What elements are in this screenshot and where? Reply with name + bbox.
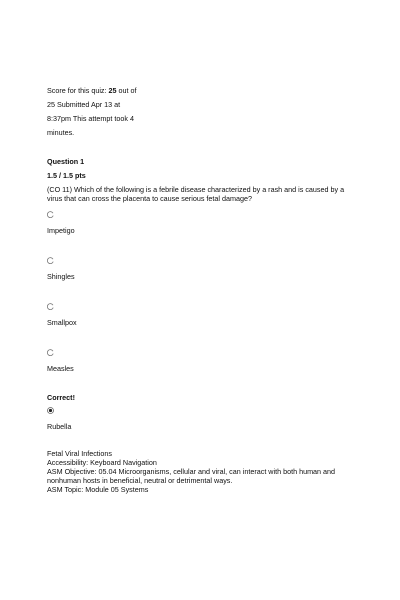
score-line-1: [47, 86, 137, 96]
radio-unselected-icon: [47, 257, 54, 264]
meta-title: Fetal Viral Infections: [47, 449, 112, 458]
meta-objective: ASM Objective: 05.04 Microorganisms, cellular and viral, can interact with both human and nonhuman hosts in beneficial, neutral or detrimental ways.: [47, 467, 336, 485]
meta-topic: ASM Topic: Module 05 Systems: [47, 485, 149, 494]
option-radio-rubella[interactable]: [47, 407, 54, 414]
score-line-4: minutes.: [47, 128, 75, 137]
option-label-smallpox: Smallpox: [47, 318, 77, 327]
option-radio-shingles[interactable]: [47, 257, 54, 264]
score-line-3: 8:37pm This attempt took 4: [47, 114, 134, 123]
option-radio-smallpox[interactable]: [47, 303, 54, 310]
score-label: Score for this quiz:: [47, 86, 109, 95]
radio-unselected-icon: [47, 349, 54, 356]
option-label-measles: Measles: [47, 364, 74, 373]
option-label-rubella: Rubella: [47, 422, 72, 431]
radio-selected-icon: [47, 407, 54, 414]
question-title: Question 1: [47, 157, 85, 166]
meta-accessibility: Accessibility: Keyboard Navigation: [47, 458, 157, 467]
option-label-impetigo: Impetigo: [47, 226, 75, 235]
score-out-of: out of: [116, 86, 137, 95]
option-radio-impetigo[interactable]: [47, 211, 54, 218]
question-text: (CO 11) Which of the following is a febrile disease characterized by a rash and is caused by a virus that can cross the placenta to cause serious fetal damage?: [47, 185, 345, 203]
option-radio-measles[interactable]: [47, 349, 54, 356]
option-label-shingles: Shingles: [47, 272, 75, 281]
score-value: 25: [108, 86, 117, 95]
radio-unselected-icon: [47, 211, 54, 218]
radio-unselected-icon: [47, 303, 54, 310]
score-line-2: 25 Submitted Apr 13 at: [47, 100, 121, 109]
question-points: 1.5 / 1.5 pts: [47, 171, 86, 180]
feedback-correct: Correct!: [47, 393, 75, 402]
